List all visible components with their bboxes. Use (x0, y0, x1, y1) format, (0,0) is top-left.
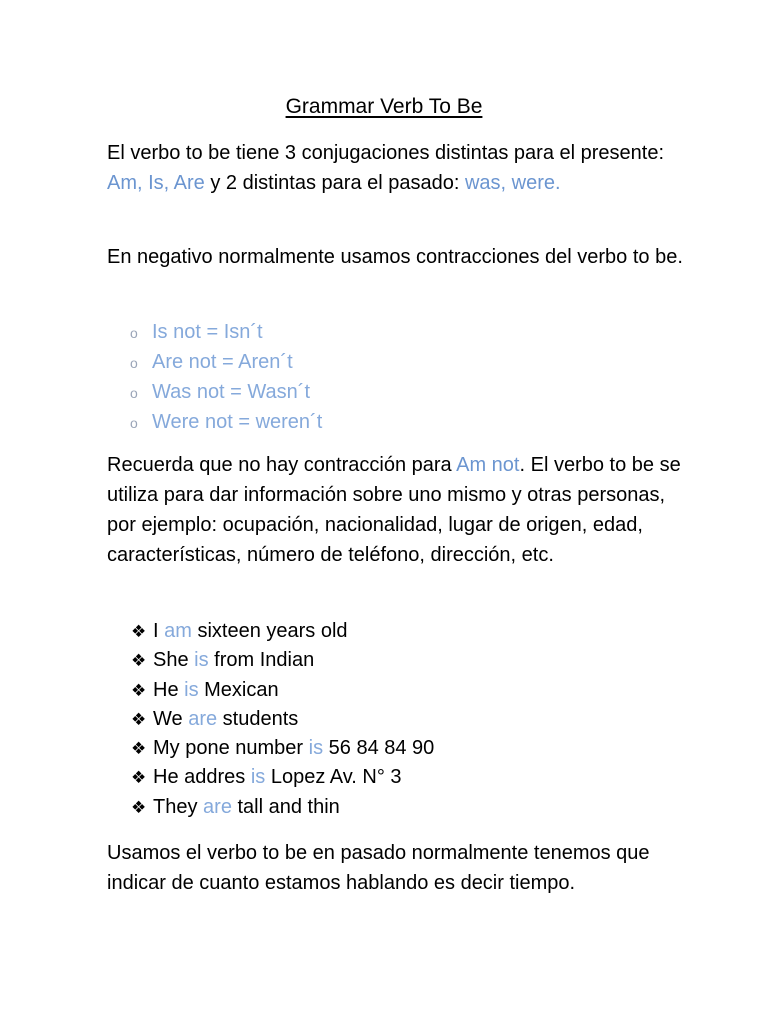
list-item: o Were not = weren´t (130, 408, 322, 438)
diamond-bullet-icon: ❖ (131, 739, 147, 759)
diamond-bullet-icon: ❖ (131, 709, 147, 729)
list-item: ❖ He addres is Lopez Av. N° 3 (131, 763, 434, 792)
list-item: o Is not = Isn´t (130, 318, 322, 348)
list-item: ❖ They are tall and thin (131, 793, 434, 822)
diamond-bullet-icon: ❖ (131, 680, 147, 700)
circle-bullet-icon: o (130, 385, 138, 401)
past-paragraph: Usamos el verbo to be en pasado normalmente tenemos que indicar de cuanto estamos hablando es decir tiempo. (107, 842, 650, 894)
diamond-bullet-icon: ❖ (131, 797, 147, 817)
list-item: o Are not = Aren´t (130, 348, 322, 378)
diamond-bullet-icon: ❖ (131, 651, 147, 671)
list-item: ❖ My pone number is 56 84 84 90 (131, 734, 434, 763)
am-not-highlight: Am not (456, 454, 520, 476)
intro-paragraph: El verbo to be tiene 3 conjugaciones distintas para el presente: Am, Is, Are y 2 distintas para el pasado: was, were. (107, 142, 665, 194)
circle-bullet-icon: o (130, 355, 138, 371)
contraction-list (130, 318, 322, 438)
diamond-bullet-icon: ❖ (131, 622, 147, 641)
list-item: ❖ He is Mexican (131, 676, 434, 705)
page-title: Grammar Verb To Be (285, 95, 483, 118)
list-item: ❖ We are students (131, 705, 434, 734)
list-item: ❖ I am sixteen years old (131, 617, 434, 646)
list-item: ❖ She is from Indian (131, 646, 434, 675)
present-forms: Am, Is, Are (107, 172, 205, 194)
diamond-bullet-icon: ❖ (131, 768, 147, 788)
past-forms: was, were. (464, 172, 561, 194)
circle-bullet-icon: o (130, 325, 138, 341)
negative-paragraph: En negativo normalmente usamos contracciones del verbo to be. (107, 246, 683, 268)
example-list (131, 617, 434, 822)
circle-bullet-icon: o (130, 415, 138, 431)
list-item: o Was not = Wasn´t (130, 378, 322, 408)
usage-paragraph: Recuerda que no hay contracción para Am not. El verbo to be se utiliza para dar información sobre uno mismo y otras personas, por ejemplo: ocupación, nacionalidad, lugar de origen, edad, características, número de teléfono, dirección, etc. (107, 454, 681, 566)
